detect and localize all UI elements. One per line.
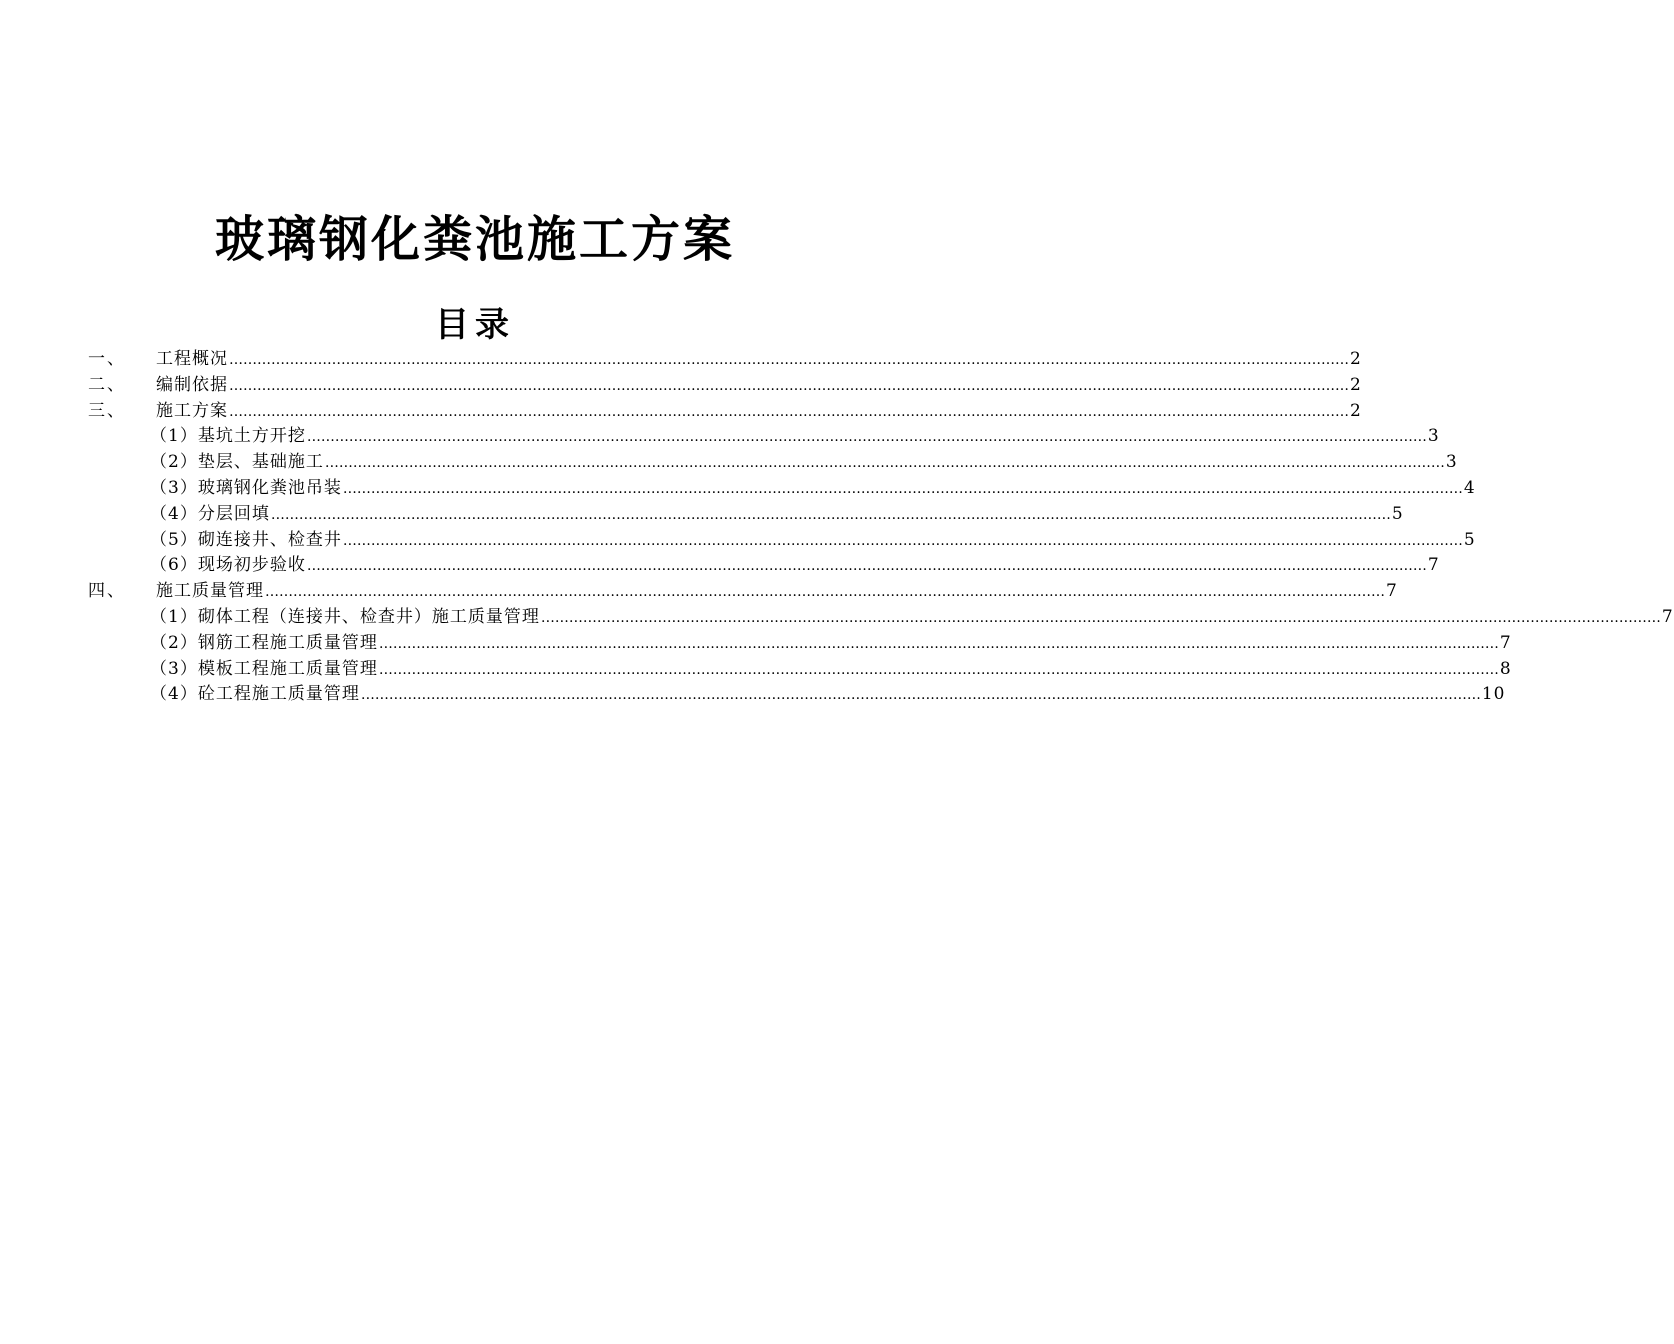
toc-entry-line [150,502,1404,529]
toc-entry-number: 四、 [88,581,126,602]
toc-entry[interactable] [88,399,1362,425]
toc-entry[interactable] [88,424,1440,450]
toc-page-number: 3 [1427,426,1440,447]
document-title: 玻璃钢化粪池施工方案 [214,211,735,268]
toc-entry-title: （6）现场初步验收 [150,555,306,576]
toc-dot-leader: …………………………………………………………………………………………………………………………………………………………………………………………………………………… [229,403,1349,420]
toc-dot-leader: …………………………………………………………………………………………………………………………………………………………………………………………………………………… [229,352,1349,368]
toc-entry[interactable] [88,347,1362,373]
toc-entry-title: （3）玻璃钢化粪池吊装 [150,477,342,498]
toc-entry[interactable] [88,502,1404,528]
toc-page-number: 7 [1661,606,1674,627]
toc-entry-title: （2）钢筋工程施工质量管理 [150,632,378,653]
toc-page-number: 2 [1350,374,1362,395]
toc-page-number: 7 [1427,555,1440,576]
toc-dot-leader: …………………………………………………………………………………………………………………………………………………………………………………………………………………… [342,480,1463,497]
toc-entry-title: 施工质量管理 [156,581,264,602]
toc-entry-line [150,657,1512,684]
toc-entry-line [150,424,1440,451]
toc-entry-title: （1）基坑土方开挖 [150,426,306,447]
toc-page-number: 5 [1391,503,1404,524]
toc-entry-line [150,528,1476,555]
toc-entry-line [150,450,1458,477]
toc-entry-line [150,553,1440,580]
toc-entry-title: （1）砌体工程（连接井、检查井）施工质量管理 [150,606,540,627]
toc-entry-title: 编制依据 [156,374,228,395]
toc-dot-leader: …………………………………………………………………………………………………………………………………………………………………………………………………………………… [342,532,1463,549]
toc-entry-title: （4）砼工程施工质量管理 [150,684,360,705]
toc-entry-title: （3）模板工程施工质量管理 [150,658,378,679]
toc-dot-leader: …………………………………………………………………………………………………………………………………………………………………………………………………………………… [324,455,1445,472]
toc-entry-line [156,347,1362,374]
toc-entry-line [150,605,1674,632]
toc-page-number: 10 [1481,684,1506,705]
toc-entry-title: （5）砌连接井、检查井 [150,529,342,550]
toc-entry[interactable] [88,476,1476,502]
toc-entry[interactable] [88,579,1398,605]
toc-dot-leader: …………………………………………………………………………………………………………………………………………………………………………………………………………………… [360,687,1481,704]
table-of-contents [88,347,1674,708]
toc-entry-title: 施工方案 [156,400,228,421]
toc-entry[interactable] [88,553,1440,579]
toc-entry[interactable] [88,373,1362,399]
toc-entry[interactable] [88,657,1512,683]
toc-dot-leader: …………………………………………………………………………………………………………………………………………………………………………………………………………………… [306,558,1427,575]
toc-entry[interactable] [88,528,1476,554]
toc-entry-title: 工程概况 [156,349,228,369]
toc-page-number: 7 [1386,581,1398,602]
toc-entry-line [150,631,1512,658]
toc-page-number: 3 [1445,452,1458,473]
toc-heading: 目录 [435,305,515,345]
toc-entry[interactable] [88,605,1674,631]
toc-dot-leader: …………………………………………………………………………………………………………………………………………………………………………………………………………………… [270,506,1391,523]
toc-entry-line [156,579,1398,606]
toc-entry-title: （4）分层回填 [150,503,270,524]
toc-entry-line [150,476,1476,503]
toc-page-number: 4 [1463,477,1476,498]
toc-dot-leader: …………………………………………………………………………………………………………………………………………………………………………………………………………………… [306,429,1427,446]
toc-page-number: 2 [1350,349,1362,369]
toc-entry-title: （2）垫层、基础施工 [150,452,324,473]
toc-entry-line [156,373,1362,400]
toc-dot-leader: …………………………………………………………………………………………………………………………………………………………………………………………………………………… [229,377,1349,394]
toc-entry-line [156,399,1362,426]
toc-entry[interactable] [88,450,1458,476]
toc-page-number: 5 [1463,529,1476,550]
toc-page-number: 2 [1350,400,1362,421]
toc-dot-leader: …………………………………………………………………………………………………………………………………………………………………………………………………………………… [378,661,1499,678]
toc-entry-number: 三、 [88,400,126,421]
toc-entry[interactable] [88,631,1512,657]
toc-dot-leader: …………………………………………………………………………………………………………………………………………………………………………………………………………………… [378,635,1499,652]
toc-page-number: 8 [1499,658,1512,679]
toc-entry[interactable] [88,682,1506,708]
toc-dot-leader: …………………………………………………………………………………………………………………………………………………………………………………………………………………… [265,584,1385,601]
toc-dot-leader: …………………………………………………………………………………………………………………………………………………………………………………………………………………… [540,609,1661,626]
toc-entry-number: 一、 [88,349,126,369]
toc-page-number: 7 [1499,632,1512,653]
toc-entry-line [150,682,1506,709]
toc-entry-number: 二、 [88,374,126,395]
